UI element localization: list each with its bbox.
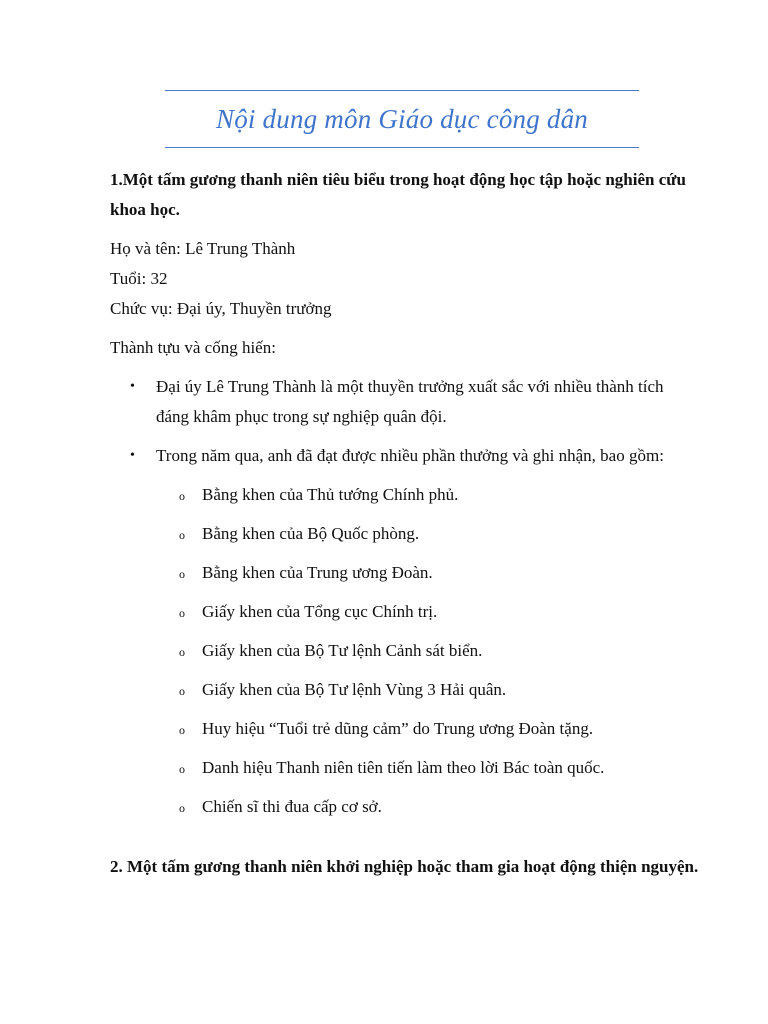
bullet-icon: • bbox=[130, 379, 135, 394]
awards-list bbox=[110, 480, 700, 822]
list-item bbox=[110, 714, 700, 744]
list-item bbox=[110, 636, 700, 666]
award-text: Giấy khen của Bộ Tư lệnh Cảnh sát biển. bbox=[202, 641, 483, 660]
achievements-list bbox=[110, 372, 700, 471]
circle-bullet-icon: o bbox=[179, 489, 185, 503]
circle-bullet-icon: o bbox=[179, 606, 185, 620]
bullet-icon: • bbox=[130, 448, 135, 463]
circle-bullet-icon: o bbox=[179, 528, 185, 542]
page-title: Nội dung môn Giáo dục công dân bbox=[216, 103, 588, 134]
name-line: Họ và tên: Lê Trung Thành bbox=[110, 239, 296, 258]
bullet-text: Đại úy Lê Trung Thành là một thuyền trưởng xuất sắc với nhiều thành tích đáng khâm phục trong sự nghiệp quân đội. bbox=[156, 377, 664, 426]
section-1-heading: 1.Một tấm gương thanh niên tiêu biểu trong hoạt động học tập hoặc nghiên cứu khoa học. bbox=[110, 170, 686, 219]
award-text: Giấy khen của Tổng cục Chính trị. bbox=[202, 602, 438, 621]
list-item bbox=[110, 480, 700, 510]
list-item bbox=[110, 441, 700, 471]
achievements-label: Thành tựu và cống hiến: bbox=[110, 338, 276, 357]
award-text: Giấy khen của Bộ Tư lệnh Vùng 3 Hải quân. bbox=[202, 680, 507, 699]
age-line: Tuổi: 32 bbox=[110, 269, 168, 288]
award-text: Chiến sĩ thi đua cấp cơ sở. bbox=[202, 797, 382, 816]
award-text: Huy hiệu “Tuổi trẻ dũng cảm” do Trung ương Đoàn tặng. bbox=[202, 719, 594, 738]
list-item bbox=[110, 675, 700, 705]
circle-bullet-icon: o bbox=[179, 645, 185, 659]
award-text: Bằng khen của Thủ tướng Chính phủ. bbox=[202, 485, 459, 504]
circle-bullet-icon: o bbox=[179, 801, 185, 815]
award-text: Bằng khen của Bộ Quốc phòng. bbox=[202, 524, 420, 543]
bullet-text: Trong năm qua, anh đã đạt được nhiều phần thưởng và ghi nhận, bao gồm: bbox=[156, 446, 664, 465]
document-content bbox=[110, 165, 700, 882]
circle-bullet-icon: o bbox=[179, 567, 185, 581]
list-item bbox=[110, 519, 700, 549]
section-2-heading: 2. Một tấm gương thanh niên khởi nghiệp hoặc tham gia hoạt động thiện nguyện. bbox=[110, 857, 699, 876]
award-text: Bằng khen của Trung ương Đoàn. bbox=[202, 563, 433, 582]
circle-bullet-icon: o bbox=[179, 762, 185, 776]
list-item bbox=[110, 558, 700, 588]
circle-bullet-icon: o bbox=[179, 723, 185, 737]
award-text: Danh hiệu Thanh niên tiên tiến làm theo lời Bác toàn quốc. bbox=[202, 758, 605, 777]
list-item bbox=[110, 597, 700, 627]
list-item bbox=[110, 372, 700, 432]
circle-bullet-icon: o bbox=[179, 684, 185, 698]
list-item bbox=[110, 792, 700, 822]
position-line: Chức vụ: Đại úy, Thuyền trưởng bbox=[110, 299, 332, 318]
title-block bbox=[165, 90, 639, 148]
list-item bbox=[110, 753, 700, 783]
